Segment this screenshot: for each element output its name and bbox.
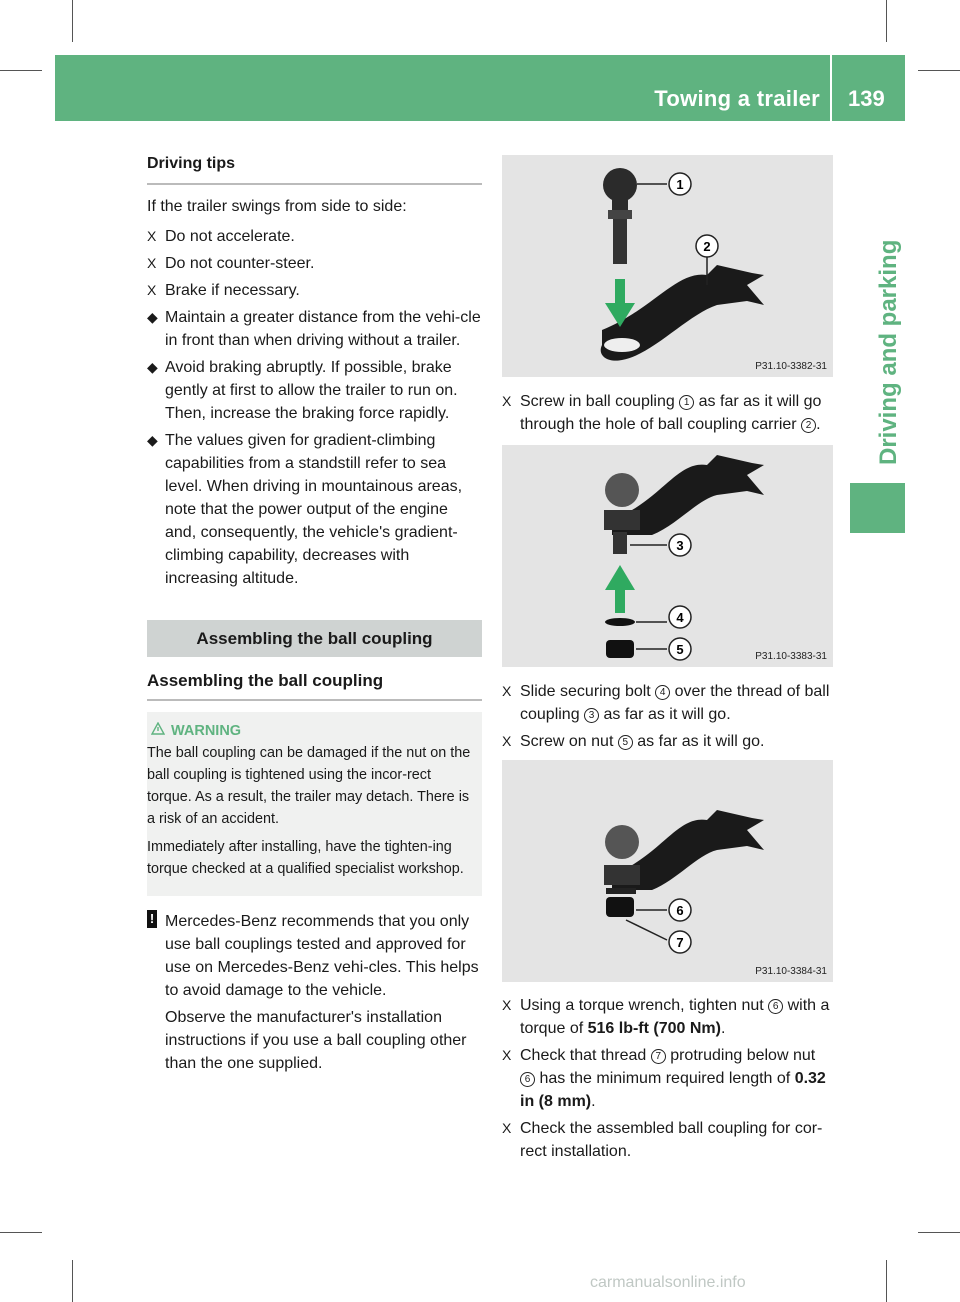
- callout-2: 2: [703, 239, 711, 254]
- ball-coupling-carrier-illustration: [502, 155, 833, 377]
- note-text: Mercedes-Benz recommends that you only use ball couplings tested and approved for use on Mercedes-Benz vehi-cles. This helps to avoid damage to the vehicle.: [165, 913, 479, 999]
- assembly-section: [147, 620, 482, 1075]
- step-item: [147, 225, 482, 248]
- figure-code: P31.10-3382-31: [755, 361, 827, 372]
- warning-text: The ball coupling can be damaged if the nut on the ball coupling is tightened using the incor-rect torque. As a result, the trailer may detach. There is a risk of an accident.: [147, 745, 471, 827]
- callout-ref: 7: [651, 1049, 666, 1064]
- step-text: as far as it will go through the hole of ball coupling carrier: [520, 393, 822, 433]
- crop-mark: [72, 0, 73, 42]
- step-group-3: [502, 994, 834, 1163]
- step-text: Slide securing bolt: [520, 683, 656, 700]
- step-text: .: [816, 416, 821, 433]
- step-text: Do not counter-steer.: [165, 255, 315, 272]
- figure-ball-coupling-1: [502, 155, 833, 377]
- callout-ref: 3: [584, 708, 599, 723]
- bullet-icon: ◆: [147, 432, 158, 448]
- bullet-text: Maintain a greater distance from the vehi-cle in front than when driving without a trailer.: [165, 309, 481, 349]
- step-text: .: [591, 1093, 596, 1110]
- bullet-item: [147, 306, 482, 352]
- note-text: Observe the manufacturer's installation instructions if you use a ball coupling other than the one supplied.: [165, 1009, 467, 1072]
- side-tab-block: [850, 483, 905, 533]
- callout-1: 1: [676, 177, 684, 192]
- callout-4: 4: [676, 610, 684, 625]
- callout-ref: 2: [801, 418, 816, 433]
- figure-code: P31.10-3383-31: [755, 651, 827, 662]
- crop-mark: [918, 70, 960, 71]
- warning-triangle-icon: [151, 722, 165, 735]
- warning-title-text: WARNING: [171, 723, 242, 739]
- step-list: [147, 225, 482, 590]
- side-chapter-label: Driving and parking: [875, 239, 902, 465]
- step-item: [502, 1117, 834, 1163]
- step-text: over the thread of ball coupling: [520, 683, 830, 723]
- figure-ball-coupling-2: [502, 445, 833, 667]
- securing-bolt-illustration: [502, 445, 833, 667]
- warning-box: [147, 712, 482, 896]
- bullet-icon: ◆: [147, 359, 158, 375]
- callout-ref: 6: [768, 999, 783, 1014]
- step-text: Do not accelerate.: [165, 228, 295, 245]
- heading-driving-tips: Driving tips: [147, 152, 482, 185]
- crop-mark: [886, 0, 887, 42]
- callout-ref: 5: [618, 735, 633, 750]
- step-text: Brake if necessary.: [165, 282, 300, 299]
- crop-mark: [72, 1260, 73, 1302]
- warning-title: [147, 720, 472, 742]
- bullet-text: The values given for gradient-climbing capabilities from a standstill refer to sea level. When driving in mountainous areas, note that the power output of the engine and, consequently, the vehicle's gradient-climbing capability, decreases with increasing altitude.: [165, 432, 463, 587]
- step-text: Check the assembled ball coupling for cor-rect installation.: [520, 1120, 823, 1160]
- step-text: .: [720, 1020, 726, 1037]
- figure-code: P31.10-3384-31: [755, 966, 827, 977]
- bullet-item: [147, 356, 482, 425]
- step-marker-icon: X: [147, 255, 157, 271]
- callout-ref: 6: [520, 1072, 535, 1087]
- note-block: [147, 910, 482, 1075]
- callout-7: 7: [676, 935, 684, 950]
- step-marker-icon: X: [147, 282, 157, 298]
- step-marker-icon: X: [502, 1120, 512, 1136]
- step-marker-icon: X: [502, 393, 512, 409]
- step-text: as far as it will go.: [632, 733, 765, 750]
- step-marker-icon: X: [502, 997, 512, 1013]
- crop-mark: [0, 70, 42, 71]
- bullet-item: [147, 429, 482, 590]
- step-text: Check that thread: [520, 1047, 651, 1064]
- crop-mark: [886, 1260, 887, 1302]
- page-number: 139: [848, 86, 885, 111]
- step-item: [502, 1044, 834, 1113]
- watermark: carmanualsonline.info: [590, 1274, 746, 1291]
- intro-text: If the trailer swings from side to side:: [147, 198, 407, 215]
- callout-6: 6: [676, 903, 684, 918]
- crop-mark: [0, 1232, 42, 1233]
- step-marker-icon: X: [147, 228, 157, 244]
- section-banner: Assembling the ball coupling: [147, 620, 482, 657]
- step-group-2: [502, 680, 834, 753]
- step-text: with a torque of: [520, 997, 830, 1037]
- step-group-1: [502, 390, 834, 436]
- warning-text: Immediately after installing, have the tighten-ing torque checked at a qualified specialist workshop.: [147, 839, 464, 877]
- step-item: [502, 390, 834, 436]
- header-divider: [830, 55, 832, 121]
- torque-nut-illustration: [502, 760, 833, 982]
- notice-icon: !: [147, 910, 157, 928]
- step-marker-icon: X: [502, 683, 512, 699]
- figure-ball-coupling-3: [502, 760, 833, 982]
- crop-mark: [918, 1232, 960, 1233]
- step-text: has the minimum required length of: [535, 1070, 795, 1087]
- step-item: [147, 252, 482, 275]
- bullet-icon: ◆: [147, 309, 158, 325]
- callout-5: 5: [676, 642, 684, 657]
- callout-ref: 4: [655, 685, 670, 700]
- torque-value: 516 lb-ft (700 Nm): [587, 1020, 721, 1037]
- step-text: Screw on nut: [520, 733, 618, 750]
- step-text: Screw in ball coupling: [520, 393, 680, 410]
- left-column: [147, 152, 482, 590]
- step-item: [147, 279, 482, 302]
- step-text: as far as it will go.: [599, 706, 731, 723]
- bullet-text: Avoid braking abruptly. If possible, brake gently at first to allow the trailer to run on. Then, increase the braking force rapidly.: [165, 359, 458, 422]
- step-item: [502, 680, 834, 726]
- step-text: Using a torque wrench, tighten nut: [520, 997, 769, 1014]
- step-item: [502, 730, 834, 753]
- section-title: Towing a trailer: [654, 86, 820, 111]
- heading-assembling: Assembling the ball coupling: [147, 657, 482, 701]
- callout-3: 3: [676, 538, 684, 553]
- step-marker-icon: X: [502, 733, 512, 749]
- step-marker-icon: X: [502, 1047, 512, 1063]
- length-value: 0.32 in (8 mm): [520, 1070, 826, 1110]
- step-item: [502, 994, 834, 1040]
- step-text: protruding below nut: [665, 1047, 816, 1064]
- callout-ref: 1: [679, 395, 694, 410]
